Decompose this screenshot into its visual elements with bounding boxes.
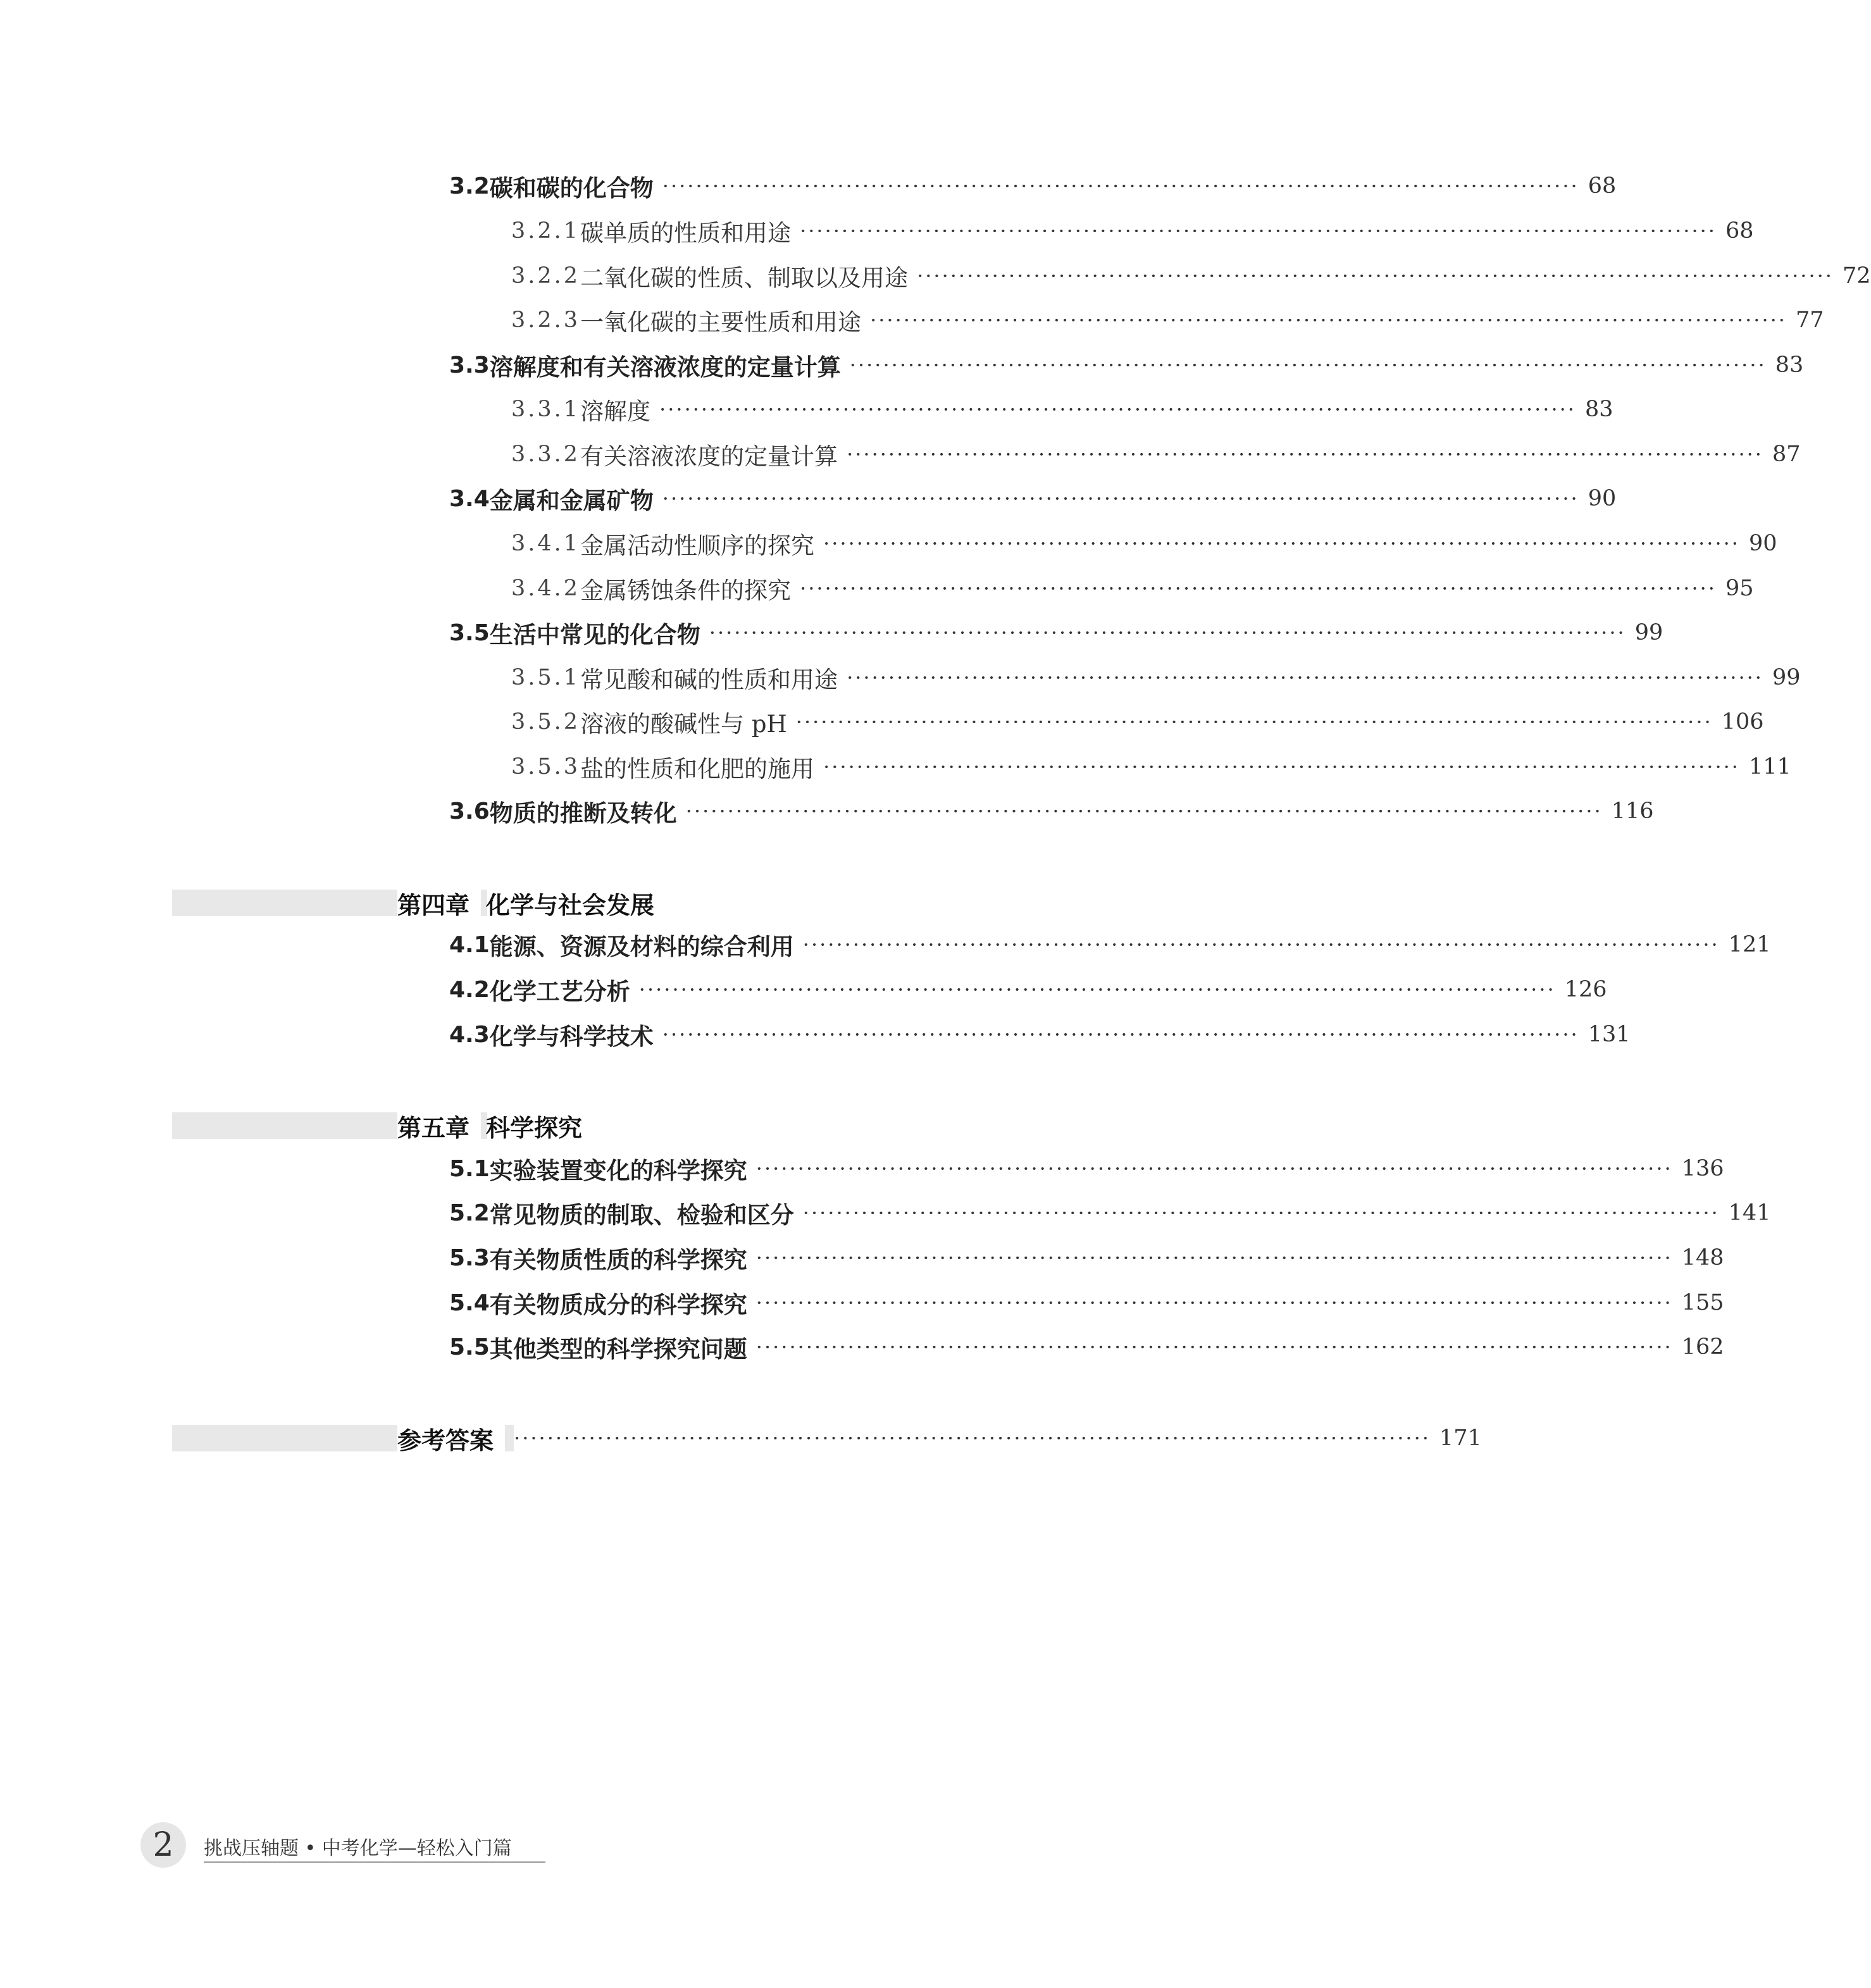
dot-leader: ··············································································································: [870, 308, 1787, 332]
toc-number: 5.3: [449, 1245, 490, 1271]
toc-title: 金属锈蚀条件的探究: [580, 577, 792, 604]
toc-title: 物质的推断及转化: [489, 800, 677, 827]
toc-entry-3-5-1[interactable]: [511, 659, 1801, 697]
toc-page: 99: [1634, 620, 1663, 645]
dot-leader: ··············································································································: [638, 978, 1556, 1002]
dot-leader: ··············································································································: [800, 576, 1717, 600]
chapter-title: 化学与社会发展: [486, 891, 655, 919]
toc-number: 3.2.3: [511, 308, 581, 333]
toc-number: 3.3.2: [511, 442, 581, 467]
toc-entry-3-2-1[interactable]: [511, 212, 1754, 250]
toc-title: 化学工艺分析: [489, 978, 630, 1005]
toc-number: 3.4.1: [511, 531, 581, 556]
toc-number: 3.5: [449, 619, 490, 646]
toc-title: 溶液的酸碱性与 pH: [580, 711, 787, 738]
toc-title: 有关溶液浓度的定量计算: [580, 443, 838, 470]
toc-entry-3-2-3[interactable]: [511, 301, 1824, 339]
dot-leader: ··············································································································: [659, 397, 1576, 421]
dot-leader: ··············································································································: [514, 1426, 1431, 1450]
toc-number: 3.4: [449, 485, 490, 512]
toc-entry-4-2[interactable]: [449, 971, 1607, 1009]
toc-entry-3-3[interactable]: [449, 346, 1804, 384]
toc-page: 77: [1795, 308, 1824, 333]
toc-page: 111: [1748, 754, 1791, 780]
dot-leader: ··············································································································: [685, 799, 1603, 823]
toc-number: 3.4.2: [511, 576, 581, 601]
toc-page: 141: [1728, 1200, 1771, 1226]
toc-entry-5-4[interactable]: [449, 1284, 1724, 1322]
toc-number: 3.6: [449, 798, 490, 824]
dot-leader: ··············································································································: [802, 1201, 1720, 1225]
dot-leader: ··············································································································: [795, 710, 1713, 734]
answers-heading[interactable]: [397, 1419, 1482, 1457]
toc-number: 3.2.1: [511, 218, 581, 244]
page-footer: [140, 1822, 545, 1867]
toc-page: 90: [1748, 531, 1777, 556]
toc-title: 溶解度: [580, 398, 651, 425]
toc-title: 一氧化碳的主要性质和用途: [580, 309, 862, 336]
dot-leader: ··············································································································: [662, 1022, 1579, 1047]
toc-entry-3-3-2[interactable]: [511, 435, 1801, 473]
chapter-5-heading[interactable]: [397, 1107, 582, 1145]
toc-entry-4-1[interactable]: [449, 926, 1771, 964]
toc-page: 90: [1588, 486, 1617, 511]
dot-leader: ··············································································································: [755, 1291, 1673, 1315]
toc-page: 72: [1842, 263, 1871, 289]
toc-title: 其他类型的科学探究问题: [489, 1336, 747, 1363]
toc-title: 金属活动性顺序的探究: [580, 532, 815, 559]
toc-page: 162: [1681, 1334, 1724, 1360]
dot-leader: ··············································································································: [755, 1335, 1673, 1359]
toc-page: 126: [1564, 977, 1607, 1002]
dot-leader: ··············································································································: [802, 933, 1720, 957]
dot-leader: ··············································································································: [847, 442, 1763, 466]
dot-leader: ··············································································································: [823, 755, 1740, 779]
toc-number: 4.3: [449, 1021, 490, 1048]
toc-entry-3-2[interactable]: [449, 167, 1617, 205]
toc-page: 83: [1584, 397, 1613, 422]
toc-title: 金属和金属矿物: [489, 487, 654, 514]
toc-title: 化学与科学技术: [489, 1023, 654, 1050]
toc-number: 5.5: [449, 1334, 490, 1360]
toc-title: 二氧化碳的性质、制取以及用途: [580, 264, 909, 292]
book-title: 挑战压轴题 • 中考化学—轻松入门篇: [204, 1837, 512, 1860]
toc-page: 136: [1681, 1156, 1724, 1181]
toc-entry-3-6[interactable]: [449, 792, 1654, 830]
dot-leader: ··············································································································: [800, 219, 1717, 243]
toc-number: 3.3: [449, 352, 490, 378]
toc-page: 155: [1681, 1290, 1724, 1315]
toc-title: 有关物质成分的科学探究: [489, 1291, 747, 1319]
toc-page: 87: [1772, 442, 1801, 467]
toc-number: 3.2: [449, 173, 490, 199]
toc-title: 实验装置变化的科学探究: [489, 1157, 747, 1184]
toc-page: 116: [1611, 798, 1654, 824]
toc-title: 溶解度和有关溶液浓度的定量计算: [489, 354, 841, 381]
dot-leader: ··············································································································: [662, 174, 1579, 198]
toc-number: 4.1: [449, 931, 490, 958]
toc-page: 95: [1725, 576, 1754, 601]
toc-page: 68: [1725, 218, 1754, 244]
toc-title: 碳单质的性质和用途: [580, 220, 792, 247]
toc-number: 3.2.2: [511, 263, 581, 289]
toc-entry-3-3-1[interactable]: [511, 390, 1613, 428]
toc-entry-3-4-1[interactable]: [511, 525, 1777, 562]
dot-leader: ··············································································································: [849, 353, 1767, 377]
toc-number: 4.2: [449, 976, 490, 1003]
toc-entry-3-5-3[interactable]: [511, 748, 1791, 786]
toc-entry-3-4-2[interactable]: [511, 569, 1754, 607]
dot-leader: ··············································································································: [823, 531, 1740, 556]
toc-number: 5.2: [449, 1200, 490, 1226]
toc-number: 3.5.1: [511, 665, 581, 690]
dot-leader: ··············································································································: [755, 1157, 1673, 1181]
chapter-number: 第五章: [397, 1109, 481, 1143]
toc-page: 106: [1721, 709, 1764, 735]
toc-entry-5-2[interactable]: [449, 1194, 1771, 1232]
toc-title: 常见酸和碱的性质和用途: [580, 666, 838, 693]
toc-number: 5.4: [449, 1289, 490, 1316]
toc-title: 盐的性质和化肥的施用: [580, 755, 815, 783]
page-number-badge: 2: [140, 1822, 186, 1868]
toc-entry-5-3[interactable]: [449, 1239, 1724, 1277]
toc-title: 能源、资源及材料的综合利用: [489, 933, 794, 960]
toc-page: 68: [1588, 173, 1617, 199]
toc-entry-3-4[interactable]: [449, 480, 1617, 518]
toc-number: 3.3.1: [511, 397, 581, 422]
toc-number: 3.5.2: [511, 709, 581, 735]
toc-entry-5-5[interactable]: [449, 1328, 1724, 1366]
dot-leader: ··············································································································: [917, 264, 1834, 288]
chapter-number: 第四章: [397, 886, 481, 921]
dot-leader: ··············································································································: [709, 621, 1626, 645]
toc-entry-3-5[interactable]: [449, 614, 1663, 652]
toc-number: 5.1: [449, 1155, 490, 1182]
toc-title: 生活中常见的化合物: [489, 621, 700, 649]
answers-title: 参考答案: [397, 1421, 505, 1456]
toc-page: 121: [1728, 932, 1771, 957]
answers-page: 171: [1439, 1426, 1482, 1451]
toc-page: 99: [1772, 665, 1801, 690]
toc-number: 3.5.3: [511, 754, 581, 780]
chapter-title: 科学探究: [486, 1114, 583, 1142]
dot-leader: ··············································································································: [755, 1246, 1673, 1270]
footer-rule: [204, 1861, 545, 1863]
toc-title: 有关物质性质的科学探究: [489, 1246, 747, 1274]
toc-title: 常见物质的制取、检验和区分: [489, 1202, 794, 1229]
dot-leader: ··············································································································: [662, 487, 1579, 511]
toc-page: 148: [1681, 1245, 1724, 1270]
toc-title: 碳和碳的化合物: [489, 175, 654, 202]
chapter-4-heading[interactable]: [397, 884, 654, 922]
toc-entry-4-3[interactable]: [449, 1016, 1631, 1053]
toc-page: 83: [1775, 352, 1804, 378]
toc-entry-3-2-2[interactable]: [511, 257, 1871, 295]
toc-entry-3-5-2[interactable]: [511, 703, 1764, 741]
dot-leader: ··············································································································: [847, 666, 1763, 690]
toc-page: 131: [1588, 1022, 1631, 1047]
toc-entry-5-1[interactable]: [449, 1150, 1724, 1188]
